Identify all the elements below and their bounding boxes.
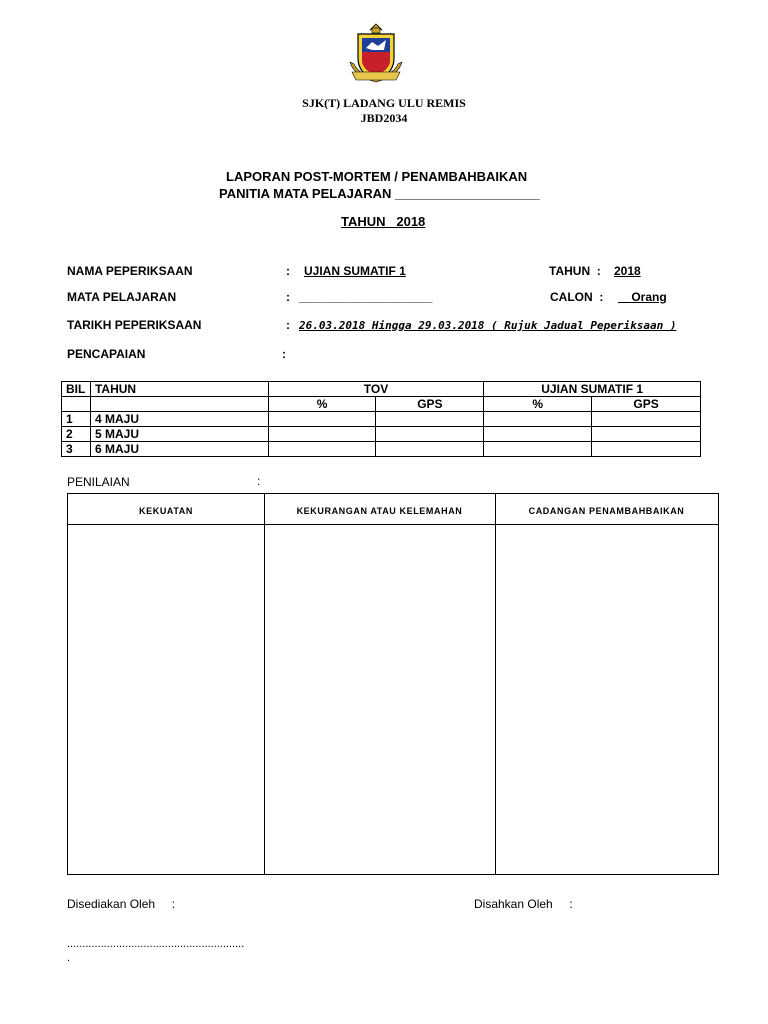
exam-name-colon: :: [286, 264, 290, 278]
table-header-row: [62, 382, 701, 397]
achievement-label: PENCAPAIAN: [67, 347, 146, 361]
subject-panel-blank: ____________________: [395, 186, 540, 201]
exam-date-label: TARIKH PEPERIKSAAN: [67, 318, 202, 332]
tahun-value: 2018: [614, 264, 641, 278]
subject-value: ____________________: [299, 290, 433, 304]
assessment-table: [67, 493, 719, 875]
school-header: [0, 96, 768, 126]
us-percent-header: %: [484, 397, 592, 412]
subject-colon: :: [286, 290, 290, 304]
assessment-label: PENILAIAN: [67, 475, 130, 489]
assessment-colon: :: [257, 474, 261, 488]
row-us-gps[interactable]: [592, 427, 701, 442]
exam-date-value: 26.03.2018 Hingga 29.03.2018 ( Rujuk Jadual Peperiksaan ): [299, 319, 677, 332]
weaknesses-header: KEKURANGAN ATAU KELEMAHAN: [264, 494, 495, 525]
row-us-pct[interactable]: [484, 427, 592, 442]
exam-name-value: UJIAN SUMATIF 1: [304, 264, 406, 278]
school-name: SJK(T) LADANG ULU REMIS: [302, 96, 466, 110]
row-us-gps[interactable]: [592, 412, 701, 427]
table-row: [62, 412, 701, 427]
improvements-header: CADANGAN PENAMBAHBAIKAN: [495, 494, 718, 525]
row-bil: 2: [62, 427, 91, 442]
strengths-header: KEKUATAN: [68, 494, 264, 525]
row-tov-gps[interactable]: [376, 412, 484, 427]
calon-label: CALON :: [550, 290, 604, 304]
tahun-label: TAHUN :: [549, 264, 601, 278]
row-tahun: 4 MAJU: [90, 412, 268, 427]
tov-percent-header: %: [268, 397, 376, 412]
prepared-by-label: Disediakan Oleh :: [67, 897, 176, 911]
signature-dotted-line: ..........................................................: [67, 938, 245, 950]
row-us-pct[interactable]: [484, 442, 592, 457]
ujian-sumatif-header: UJIAN SUMATIF 1: [484, 382, 701, 397]
bil-header: BIL: [62, 382, 91, 397]
column-divider: [264, 494, 265, 874]
row-tov-pct[interactable]: [268, 427, 376, 442]
subject-label: MATA PELAJARAN: [67, 290, 177, 304]
school-crest-icon: [346, 22, 406, 86]
row-tov-pct[interactable]: [268, 442, 376, 457]
row-us-gps[interactable]: [592, 442, 701, 457]
tov-header: TOV: [268, 382, 484, 397]
table-subheader-row: [62, 397, 701, 412]
subject-panel-line: [219, 186, 540, 201]
school-code: JBD2034: [360, 111, 408, 125]
tov-gps-header: GPS: [376, 397, 484, 412]
approved-by-label: Disahkan Oleh :: [474, 897, 573, 911]
row-tahun: 6 MAJU: [90, 442, 268, 457]
table-row: [62, 442, 701, 457]
signature-trailing-dot: .: [67, 952, 71, 964]
row-tov-gps[interactable]: [376, 442, 484, 457]
row-tahun: 5 MAJU: [90, 427, 268, 442]
results-table: [61, 381, 701, 457]
subject-panel-label: PANITIA MATA PELAJARAN: [219, 186, 392, 201]
report-title: LAPORAN POST-MORTEM / PENAMBAHBAIKAN: [226, 169, 528, 184]
table-row: [62, 427, 701, 442]
row-bil: 3: [62, 442, 91, 457]
exam-date-colon: :: [286, 318, 290, 332]
us-gps-header: GPS: [592, 397, 701, 412]
row-tov-gps[interactable]: [376, 427, 484, 442]
row-tov-pct[interactable]: [268, 412, 376, 427]
row-us-pct[interactable]: [484, 412, 592, 427]
year-heading: TAHUN 2018: [341, 214, 426, 229]
tahun-header: TAHUN: [90, 382, 268, 397]
calon-value: __Orang: [618, 290, 667, 304]
exam-name-label: NAMA PEPERIKSAAN: [67, 264, 193, 278]
achievement-colon: :: [282, 347, 286, 361]
row-bil: 1: [62, 412, 91, 427]
column-divider: [495, 494, 496, 874]
